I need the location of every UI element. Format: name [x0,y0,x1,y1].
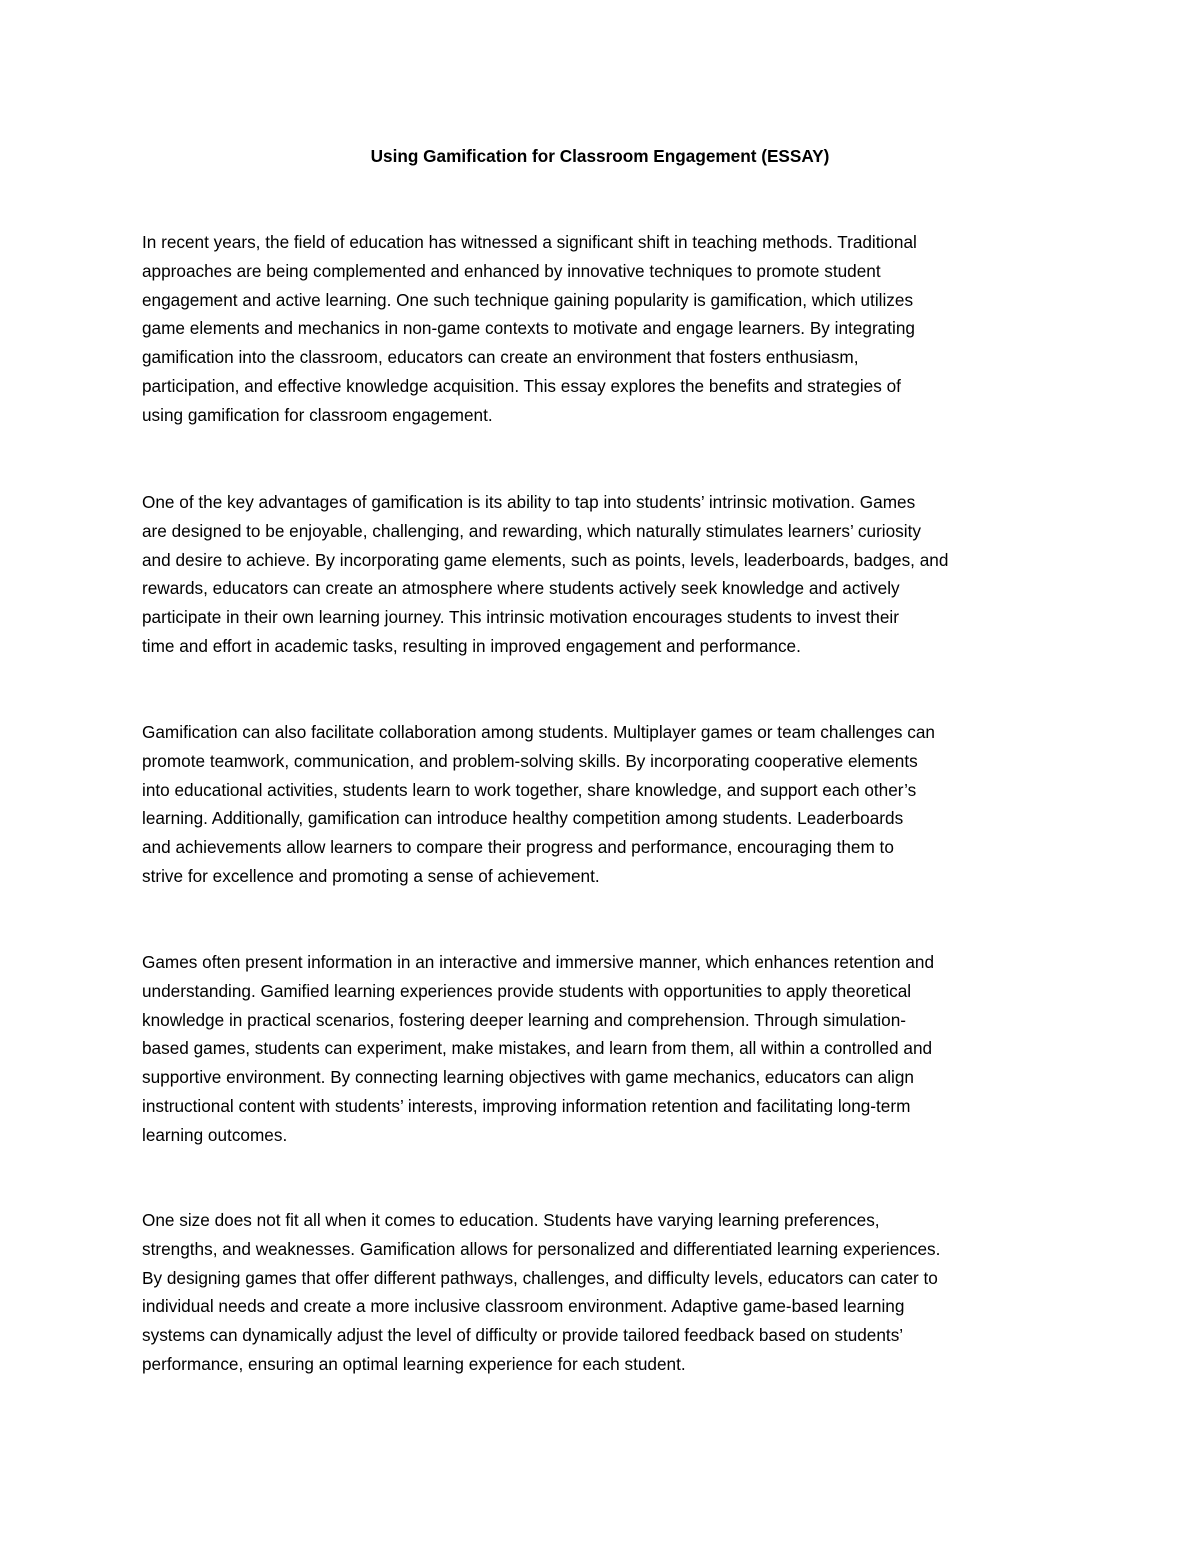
paragraph-line: strive for excellence and promoting a sense of achievement. [142,865,600,886]
paragraph-line: instructional content with students’ interests, improving information retention and facilitating long-term [142,1095,911,1116]
paragraph-line: knowledge in practical scenarios, fostering deeper learning and comprehension. Through simulation- [142,1009,907,1030]
paragraph-line: One of the key advantages of gamification is its ability to tap into students’ intrinsic motivation. Games [142,492,916,512]
paragraph-line: into educational activities, students learn to work together, share knowledge, and support each other’s [142,779,917,800]
paragraph-line: understanding. Gamified learning experiences provide students with opportunities to apply theoretical [142,980,912,1001]
paragraph-line: In recent years, the field of education has witnessed a significant shift in teaching methods. Traditional [142,232,917,252]
paragraph-5 [142,1206,1067,1379]
paragraph-3 [142,718,1067,891]
paragraph-line: individual needs and create a more inclusive classroom environment. Adaptive game-based learning [142,1296,905,1317]
paragraph-line: By designing games that offer different pathways, challenges, and difficulty levels, educators can cater to [142,1267,938,1288]
paragraph-line: performance, ensuring an optimal learning experience for each student. [142,1353,686,1374]
paragraph-line: and achievements allow learners to compare their progress and performance, encouraging them to [142,837,894,857]
paragraph-line: promote teamwork, communication, and problem-solving skills. By incorporating cooperative elements [142,750,918,771]
paragraph-line: Games often present information in an interactive and immersive manner, which enhances retention and [142,952,935,972]
paragraph-line: learning outcomes. [142,1124,288,1145]
paragraph-line: engagement and active learning. One such technique gaining popularity is gamification, which utilizes [142,289,914,310]
paragraph-line: rewards, educators can create an atmosphere where students actively seek knowledge and actively [142,578,900,599]
paragraph-line: One size does not fit all when it comes to education. Students have varying learning preferences, [142,1210,880,1230]
paragraph-line: Gamification can also facilitate collaboration among students. Multiplayer games or team challenges can [142,722,935,742]
paragraph-line: and desire to achieve. By incorporating game elements, such as points, levels, leaderboards, badges, and [142,549,949,570]
paragraph-1 [142,228,1067,429]
paragraph-4 [142,948,1067,1149]
paragraph-line: game elements and mechanics in non-game contexts to motivate and engage learners. By integrating [142,318,915,339]
paragraph-line: participate in their own learning journey. This intrinsic motivation encourages students to invest their [142,607,899,627]
paragraph-line: learning. Additionally, gamification can introduce healthy competition among students. Leaderboards [142,808,904,829]
paragraph-line: time and effort in academic tasks, resulting in improved engagement and performance. [142,635,801,656]
paragraph-line: strengths, and weaknesses. Gamification allows for personalized and differentiated learning experiences. [142,1238,941,1259]
paragraph-line: using gamification for classroom engagement. [142,404,493,425]
paragraph-line: supportive environment. By connecting learning objectives with game mechanics, educators can align [142,1067,914,1087]
paragraph-line: participation, and effective knowledge acquisition. This essay explores the benefits and strategies of [142,375,901,396]
paragraph-line: approaches are being complemented and enhanced by innovative techniques to promote student [142,260,881,281]
paragraph-line: systems can dynamically adjust the level of difficulty or provide tailored feedback based on students’ [142,1325,904,1345]
paragraph-2 [142,488,1067,661]
paragraph-line: gamification into the classroom, educators can create an environment that fosters enthusiasm, [142,347,859,367]
document-title: Using Gamification for Classroom Engagement (ESSAY) [370,146,830,166]
paragraph-line: based games, students can experiment, make mistakes, and learn from them, all within a controlled and [142,1038,933,1059]
paragraph-line: are designed to be enjoyable, challenging, and rewarding, which naturally stimulates learners’ curiosity [142,520,921,541]
